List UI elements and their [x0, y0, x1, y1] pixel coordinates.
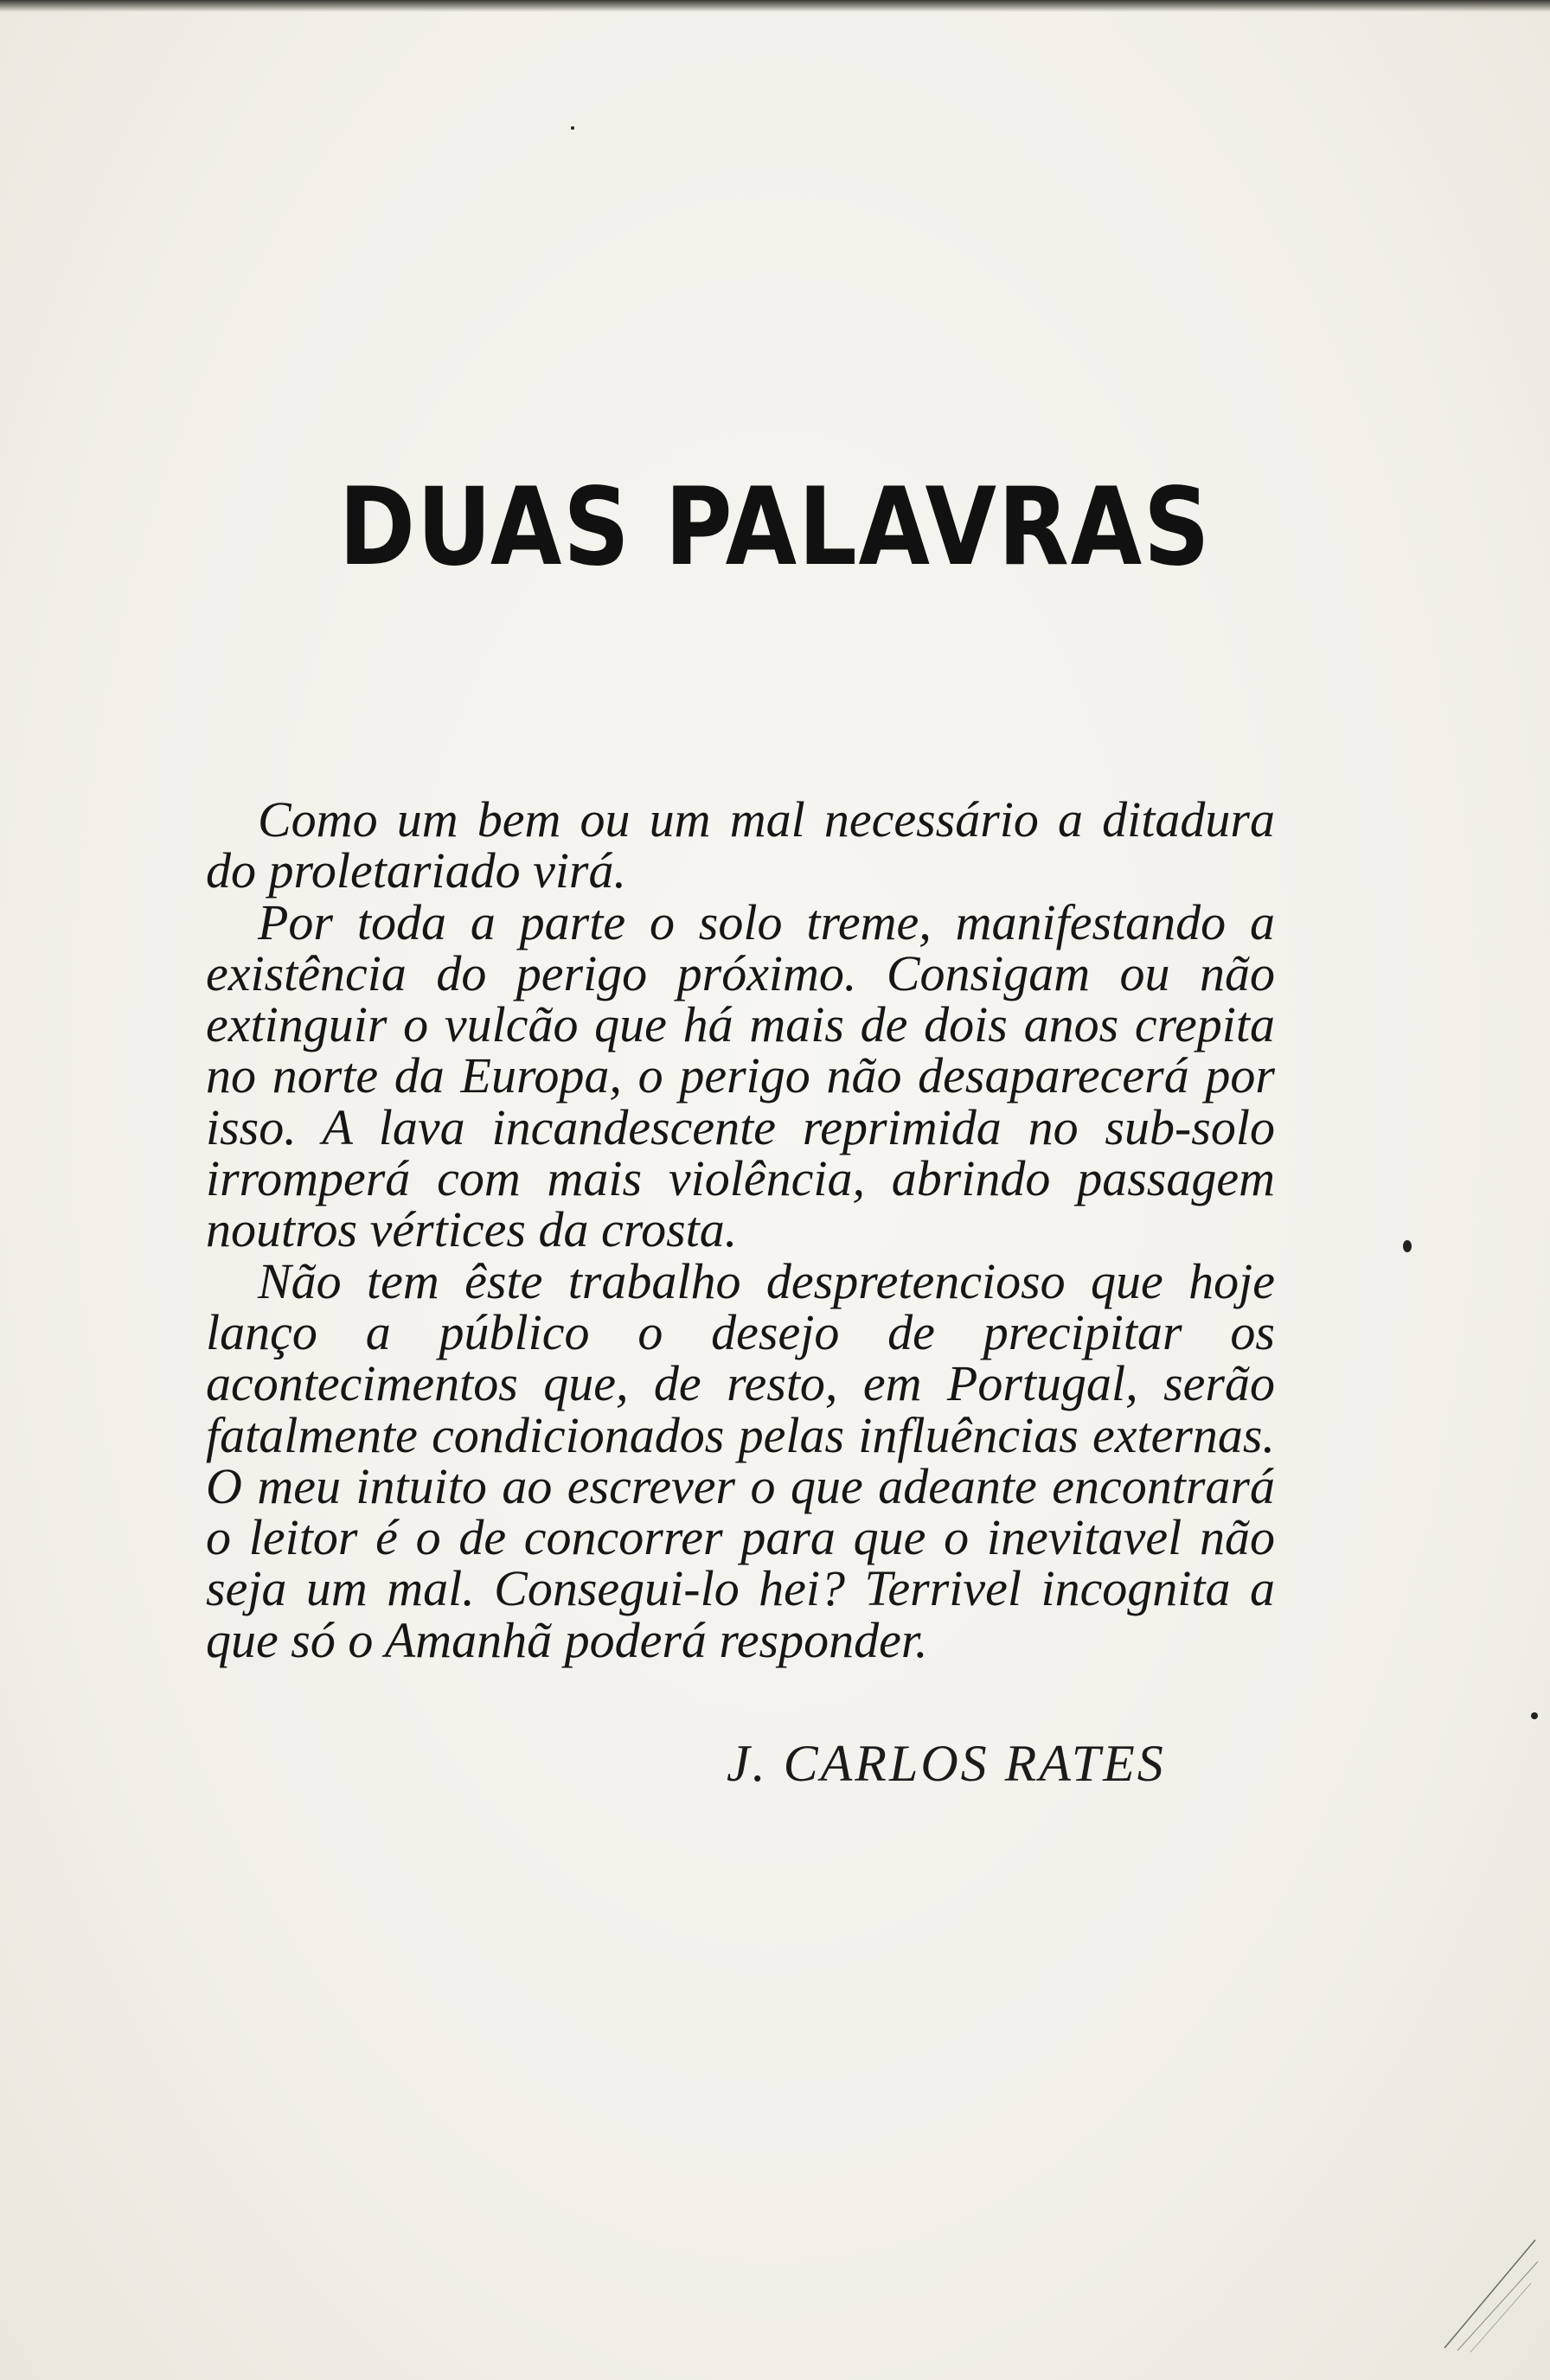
ink-speck [571, 126, 574, 130]
author-signature: J. CARLOS RATES [727, 1735, 1166, 1792]
page-title: DUAS PALAVRAS [338, 465, 1212, 590]
paragraph-3: Não tem êste trabalho despretencioso que hoje lanço a público o desejo de precipitar os acontecimentos que, de resto, em Portugal, serão fatalmente condicionados pelas influências externas. O meu intuito ao escrever o que adeante encontrará o leitor é o de concorrer para que o inevitavel não seja um mal. Consegui-lo hei? Terrivel incognita a que só o Amanhã poderá responder. [206, 1252, 1275, 1668]
paragraph-1: Como um bem ou um mal necessário a ditadura do proletariado virá. [206, 791, 1275, 899]
paragraph-2: Por toda a parte o solo treme, manifestando a existência do perigo próximo. Consigam ou não extinguir o vulcão que há mais de dois anos crepita no norte da Europa, o perigo não desaparecerá por isso. A lava incandescente reprimida no sub-solo irromperá com mais violência, abrindo passagem noutros vértices da crosta. [206, 893, 1275, 1258]
ink-speck [1531, 1712, 1538, 1719]
ink-speck [1403, 1240, 1412, 1252]
paper-scratch [1436, 2223, 1540, 2352]
page-top-edge [0, 0, 1550, 12]
preface-text [206, 791, 1275, 1668]
